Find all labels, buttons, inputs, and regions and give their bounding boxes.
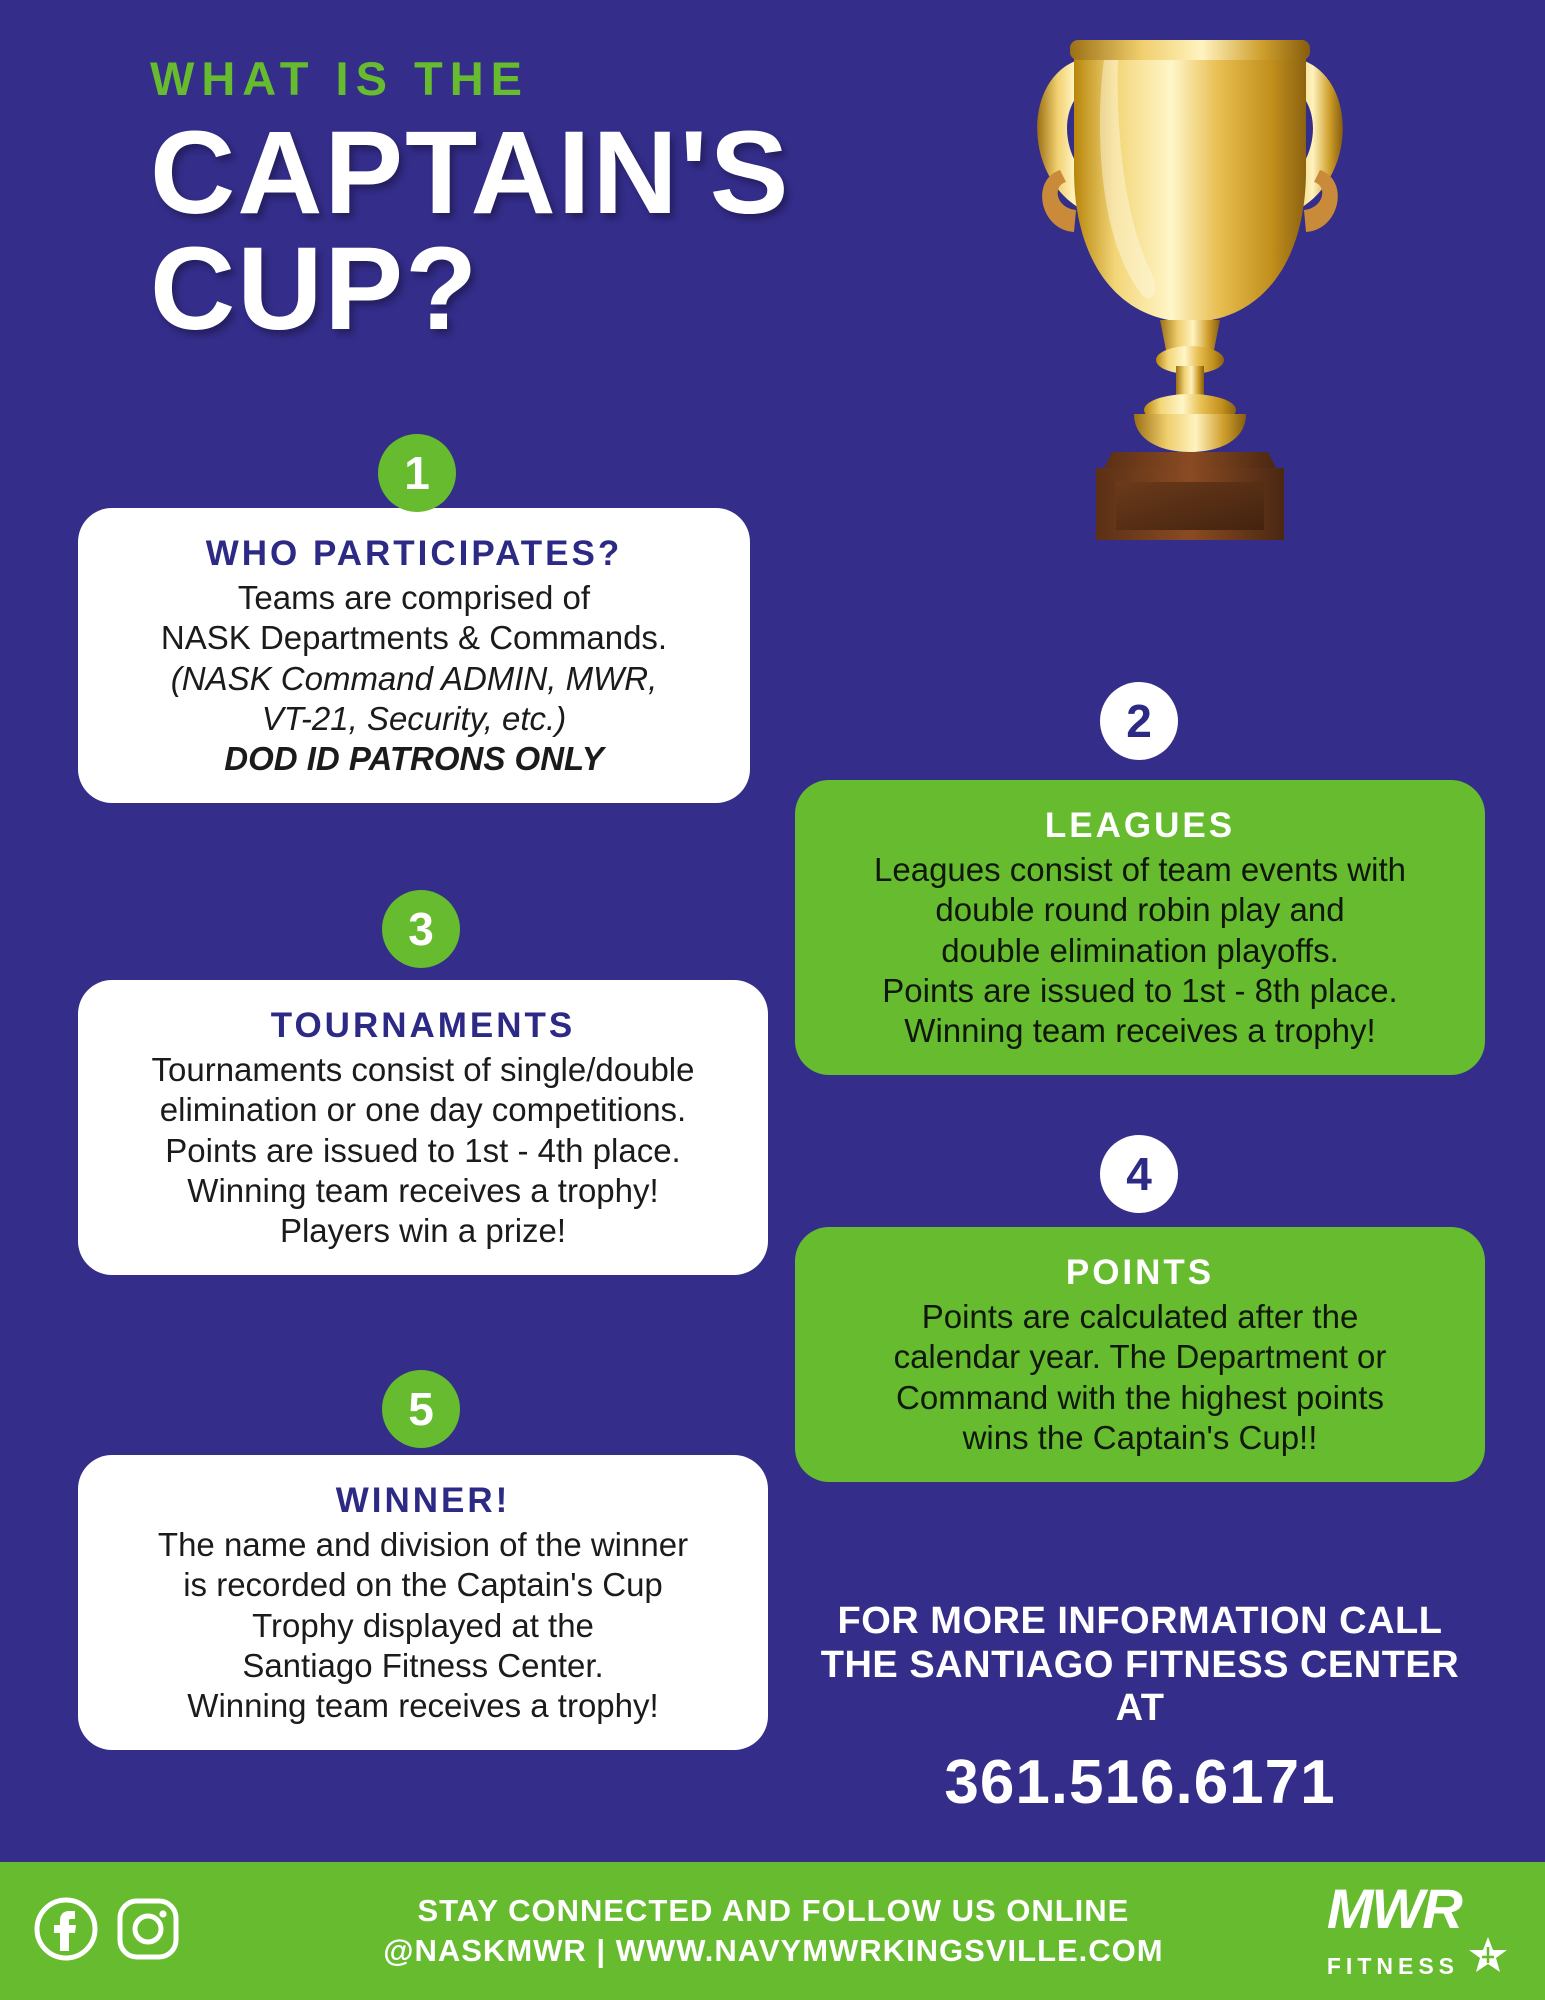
step-heading-1: WHO PARTICIPATES? <box>205 534 623 573</box>
step-line: Points are issued to 1st - 8th place. <box>882 971 1398 1009</box>
instagram-icon[interactable] <box>116 1897 180 1966</box>
title-line-2: CUP? <box>150 222 480 355</box>
step-line: wins the Captain's Cup!! <box>962 1418 1318 1456</box>
mwr-logo <box>1326 1876 1511 1980</box>
step-line: Santiago Fitness Center. <box>242 1646 604 1684</box>
step-badge-4: 4 <box>1100 1135 1178 1213</box>
step-line: is recorded on the Captain's Cup <box>183 1566 663 1604</box>
step-badge-1: 1 <box>378 434 456 512</box>
facebook-icon[interactable] <box>34 1897 98 1966</box>
mwr-logo-sub: FITNESS <box>1326 1953 1459 1980</box>
step-heading-5: WINNER! <box>335 1481 511 1520</box>
step-badge-2: 2 <box>1100 682 1178 760</box>
step-badge-3: 3 <box>382 890 460 968</box>
step-line: Command with the highest points <box>896 1378 1384 1416</box>
step-line: double round robin play and <box>935 891 1345 929</box>
step-line: Leagues consist of team events with <box>874 851 1406 888</box>
header-kicker: WHAT IS THE <box>150 52 529 105</box>
star-anchor-icon <box>1465 1935 1511 1980</box>
step-line: Teams are comprised of <box>237 579 591 616</box>
step-line: NASK Departments & Commands. <box>160 619 668 657</box>
contact-line-2: THE SANTIAGO FITNESS CENTER AT <box>820 1643 1460 1730</box>
step-card-5 <box>78 1455 768 1750</box>
step-card-3 <box>78 980 768 1275</box>
step-line: The name and division of the winner <box>157 1526 689 1563</box>
trophy-icon <box>1000 20 1380 540</box>
step-line: Tournaments consist of single/double <box>151 1051 695 1088</box>
step-line: DOD ID PATRONS ONLY <box>224 740 604 777</box>
mwr-logo-text: MWR <box>1326 1876 1461 1940</box>
step-line: Points are issued to 1st - 4th place. <box>165 1131 681 1169</box>
step-line: Winning team receives a trophy! <box>187 1171 659 1209</box>
contact-line-1: FOR MORE INFORMATION CALL <box>837 1600 1443 1642</box>
poster-header <box>150 52 970 355</box>
step-card-4 <box>795 1227 1485 1482</box>
step-line: (NASK Command ADMIN, MWR, <box>170 659 658 697</box>
step-badge-5: 5 <box>382 1370 460 1448</box>
contact-info <box>795 1600 1485 1818</box>
step-line: double elimination playoffs. <box>941 931 1339 969</box>
social-links <box>34 1897 180 1966</box>
contact-phone[interactable]: 361.516.6171 <box>944 1748 1336 1818</box>
step-card-1 <box>78 508 750 803</box>
step-line: Trophy displayed at the <box>252 1606 594 1644</box>
page-title <box>150 107 970 355</box>
step-heading-4: POINTS <box>1065 1253 1215 1292</box>
step-heading-2: LEAGUES <box>1044 806 1236 845</box>
step-line: Winning team receives a trophy! <box>187 1687 659 1724</box>
title-line-1: CAPTAIN'S <box>150 107 791 239</box>
footer-text <box>180 1891 1327 1972</box>
step-line: calendar year. The Department or <box>893 1338 1387 1376</box>
step-heading-3: TOURNAMENTS <box>270 1006 576 1045</box>
footer-bar <box>0 1862 1545 2000</box>
step-line: elimination or one day competitions. <box>159 1091 687 1129</box>
step-line: Winning team receives a trophy! <box>904 1012 1376 1049</box>
step-card-2 <box>795 780 1485 1075</box>
step-line: VT-21, Security, etc.) <box>261 699 567 737</box>
step-line: Players win a prize! <box>279 1212 567 1249</box>
footer-line-2: @NASKMWR | WWW.NAVYMWRKINGSVILLE.COM <box>383 1933 1164 1968</box>
step-line: Points are calculated after the <box>921 1298 1359 1335</box>
footer-line-1: STAY CONNECTED AND FOLLOW US ONLINE <box>417 1892 1130 1928</box>
